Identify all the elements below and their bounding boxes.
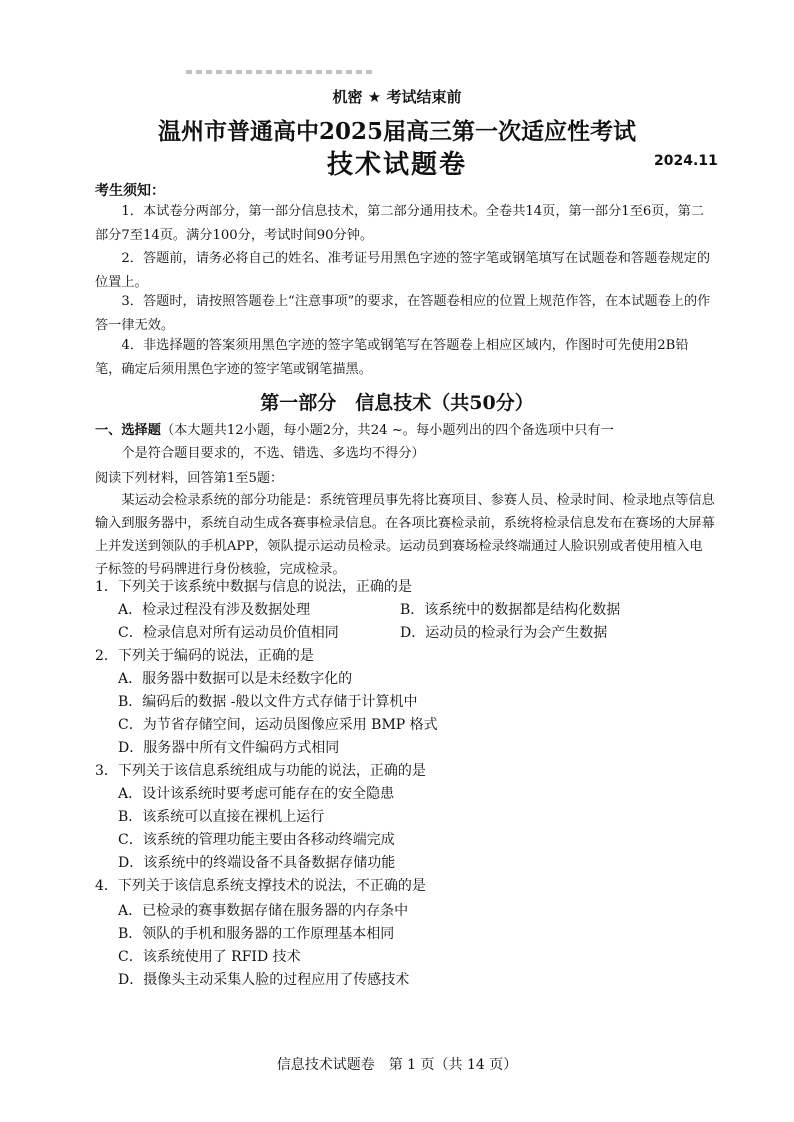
question-option: B．该系统中的数据都是结构化数据 (400, 602, 621, 618)
notice-title: 考生须知： (95, 183, 165, 199)
page-footer: 信息技术试题卷 第 1 页（共 14 页） (276, 1057, 518, 1073)
exam-title: 温州市普通高中2025届高三第一次适应性考试 (157, 118, 636, 145)
question-option: A．已检录的赛事数据存储在服务器的内存条中 (118, 903, 409, 919)
notice-item: 1．本试卷分两部分，第一部分信息技术，第二部分通用技术。全卷共14页，第一部分1至6页，第二部分7至14页。满分100分，考试时间90分钟。 (95, 204, 705, 243)
notice-item: 3．答题时，请按照答题卷上“注意事项”的要求，在答题卷相应的位置上规范作答，在本试题卷上的作答一律无效。 (95, 294, 711, 333)
question-option: D．摄像头主动采集人脸的过程应用了传感技术 (118, 972, 410, 988)
question-option: B．编码后的数据 -般以文件方式存储于计算机中 (118, 694, 418, 710)
question-option: D．运动员的检录行为会产生数据 (400, 625, 608, 641)
question-stem: 1．下列关于该系统中数据与信息的说法，正确的是 (95, 579, 412, 595)
scan-artifact (186, 70, 376, 74)
question-option: A．设计该系统时要考虑可能存在的安全隐患 (118, 786, 395, 802)
reading-material: 某运动会检录系统的部分功能是：系统管理员事先将比赛项目、参赛人员、检录时间、检录地点等信息输入到服务器中，系统自动生成各赛事检录信息。在各项比赛检录前，系统将检录信息发布在赛场的大屏幕上并发送到领队的手机APP，领队提示运动员检录。运动员到赛场检录终端通过人脸识别或者使用植入电子标签的号码牌进行身份核验，完成检录。 (95, 493, 715, 577)
choice-head: 一、选择题 (95, 423, 161, 438)
notice-item: 2．答题前，请务必将自己的姓名、准考证号用黑色字迹的签字笔或钢笔填写在试题卷和答题卷规定的位置上。 (95, 251, 711, 290)
question-option: B．领队的手机和服务器的工作原理基本相同 (118, 926, 395, 942)
question-option: B．该系统可以直接在裸机上运行 (118, 809, 325, 825)
question-option: D．服务器中所有文件编码方式相同 (118, 740, 340, 756)
exam-date: 2024.11 (654, 153, 718, 169)
question-option: C．检录信息对所有运动员价值相同 (118, 625, 339, 641)
question-option: C．为节省存储空间，运动员图像应采用 BMP 格式 (118, 717, 438, 733)
exam-subtitle: 技术试题卷 (326, 150, 467, 180)
question-option: A．检录过程没有涉及数据处理 (118, 602, 311, 618)
choice-desc-continued: 个是符合题目要求的，不选、错选、多选均不得分） (121, 445, 425, 461)
confidential-label: 机密 ★ 考试结束前 (332, 88, 462, 106)
choice-instructions (95, 420, 715, 465)
question-option: C．该系统的管理功能主要由各移动终端完成 (118, 832, 395, 848)
question-stem: 2．下列关于编码的说法，正确的是 (95, 648, 314, 664)
question-stem: 4．下列关于该信息系统支撑技术的说法，不正确的是 (95, 878, 426, 894)
reading-hint: 阅读下列材料，回答第1至5题： (95, 471, 284, 486)
choice-desc: （本大题共12小题，每小题2分，共24 ~。每小题列出的四个备选项中只有一 (160, 423, 614, 438)
question-option: C．该系统使用了 RFID 技术 (118, 949, 301, 965)
question-option: A．服务器中数据可以是未经数字化的 (118, 671, 353, 687)
question-option: D．该系统中的终端设备不具备数据存储功能 (118, 855, 396, 871)
notice-item: 4．非选择题的答案须用黑色字迹的签字笔或钢笔写在答题卷上相应区域内，作图时可先使用2B铅笔，确定后须用黑色字迹的签字笔或钢笔描黑。 (95, 338, 689, 377)
question-stem: 3．下列关于该信息系统组成与功能的说法，正确的是 (95, 763, 426, 779)
section-title: 第一部分 信息技术（共50分） (260, 392, 534, 414)
